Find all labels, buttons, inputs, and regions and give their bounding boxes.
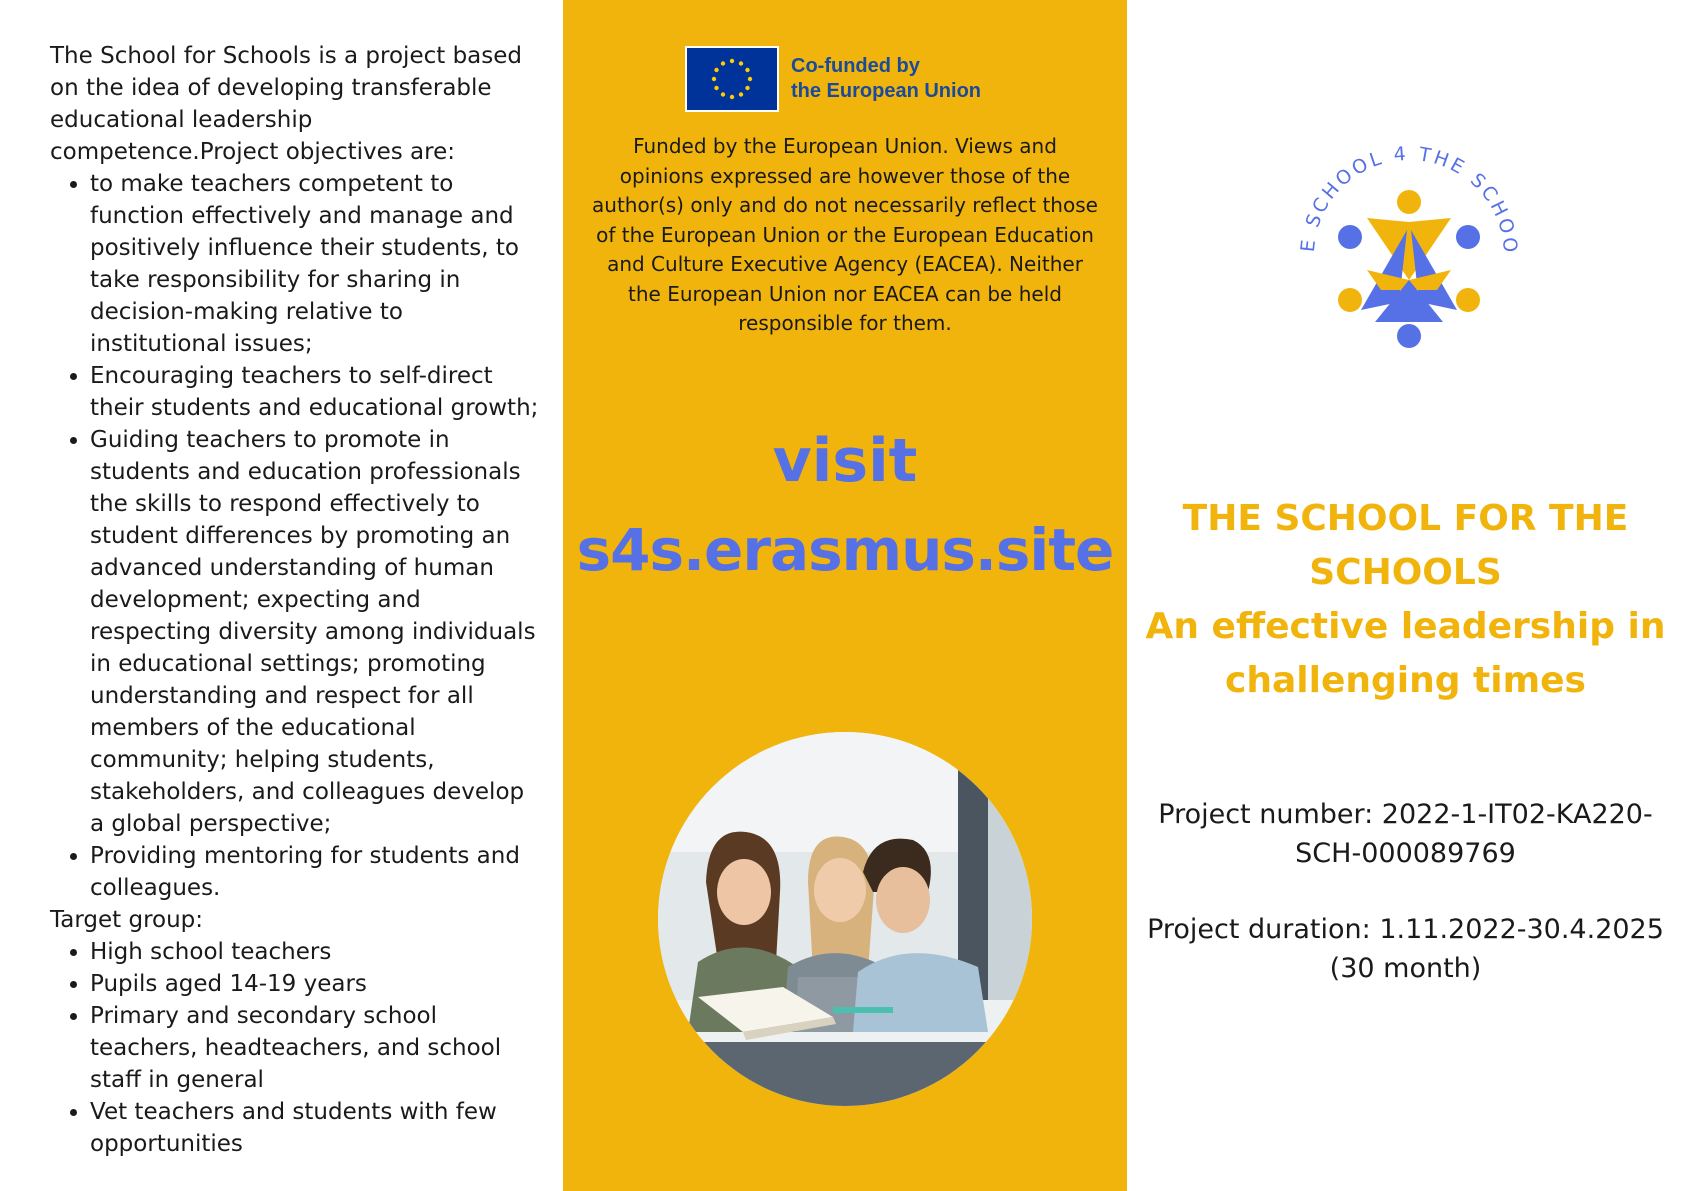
target-item: • Primary and secondary school teachers, headteachers, and school staff in general (90, 1000, 540, 1096)
target-group-heading: Target group: (50, 907, 204, 933)
target-item: • Vet teachers and students with few opportunities (90, 1096, 540, 1160)
middle-panel (563, 0, 1127, 1191)
logo-arc-text: E SCHOOL 4 THE SCHOO (1296, 142, 1522, 257)
project-title-subtitle: An effective leadership in challenging times (1145, 606, 1666, 701)
left-column (50, 40, 540, 1160)
funding-disclaimer: Funded by the European Union. Views and opinions expressed are however those of the author(s) only and do not necessarily reflect those of the European Union or the European Education and Culture Executive Agency (EACEA). Neither the European Union nor EACEA can be held responsible for them. (592, 134, 1098, 335)
project-duration-dates: Project duration: 1.11.2022-30.4.2025 (1147, 914, 1664, 945)
project-title-main: THE SCHOOL FOR THE SCHOOLS (1182, 498, 1629, 593)
objectives-list (50, 168, 540, 904)
objective-item: • Encouraging teachers to self-direct their students and educational growth; (90, 360, 540, 424)
project-duration (1127, 910, 1684, 988)
visit-label: visit (772, 426, 918, 496)
project-title (1127, 492, 1684, 708)
eu-text-line1: Co-funded by (791, 55, 920, 77)
target-group-list (50, 936, 540, 1160)
website-link[interactable]: s4s.erasmus.site (576, 516, 1114, 584)
eu-flag-icon (685, 46, 779, 112)
target-item: • High school teachers (90, 936, 540, 968)
students-photo (658, 732, 1032, 1106)
project-number: Project number: 2022-1-IT02-KA220-SCH-000089769 (1158, 799, 1653, 869)
right-column (1127, 0, 1684, 1191)
eu-cofunded-logo (685, 46, 981, 112)
eu-text-line2: the European Union (791, 80, 981, 102)
objective-item: • Providing mentoring for students and colleagues. (90, 840, 540, 904)
target-item: • Pupils aged 14-19 years (90, 968, 540, 1000)
school-4-schools-logo (1289, 130, 1529, 360)
objective-item: • Guiding teachers to promote in students and education professionals the skills to respond effectively to student differences by promoting an advanced understanding of human development; expecting and respecting diversity among individuals in educational settings; promoting understanding and respect for all members of the educational community; helping students, stakeholders, and colleagues develop a global perspective; (90, 424, 540, 840)
objective-item: • to make teachers competent to function effectively and manage and positively influence their students, to take responsibility for sharing in decision-making relative to institutional issues; (90, 168, 540, 360)
project-duration-months: (30 month) (1329, 953, 1482, 984)
eu-cofunded-text (791, 54, 981, 104)
intro-text: The School for Schools is a project based on the idea of developing transferable educational leadership competence.Project objectives are: (50, 43, 522, 165)
